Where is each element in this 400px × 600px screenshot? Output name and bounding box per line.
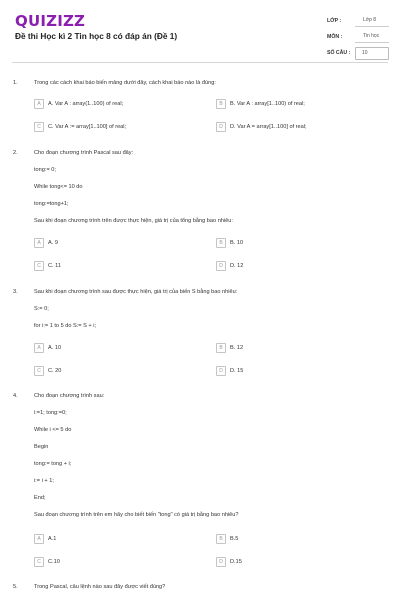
code-line: tong:= tong + i; <box>34 461 72 467</box>
option-text: C. 11 <box>48 263 61 269</box>
option-text: C. Var A := array[1..100] of real; <box>48 124 127 130</box>
code-line: tong:=tong+1; <box>34 201 69 207</box>
code-line: Begin <box>34 444 49 450</box>
option-letter: C <box>34 122 44 132</box>
option-letter: C <box>34 366 44 376</box>
option-text: D. 12 <box>230 263 244 269</box>
code-line: tong:= 0; <box>34 167 56 173</box>
code-line: End; <box>34 495 46 501</box>
option-text: D.15 <box>230 559 242 565</box>
option-text: B.5 <box>230 536 239 542</box>
option-text: A.1 <box>48 536 57 542</box>
meta-class-label: LỚP : <box>327 18 342 24</box>
option-text: B. 12 <box>230 345 244 351</box>
option-letter: C <box>34 557 44 567</box>
question-number: 3. <box>13 289 18 295</box>
option-letter: D <box>216 122 226 132</box>
question-text: Cho đoạn chương trình sau: <box>34 393 105 399</box>
option-letter: A <box>34 99 44 109</box>
meta-class-value: Lớp 8 <box>355 15 389 27</box>
option-letter: B <box>216 343 226 353</box>
option-letter: A <box>34 343 44 353</box>
option-letter: C <box>34 261 44 271</box>
option-letter: D <box>216 261 226 271</box>
option-letter: A <box>34 238 44 248</box>
option-letter: D <box>216 366 226 376</box>
meta-subject <box>327 29 389 45</box>
meta-class <box>327 13 389 29</box>
question-text: Trong Pascal, câu lệnh nào sau đây được viết đúng? <box>34 584 166 590</box>
option-letter: D <box>216 557 226 567</box>
meta-count-label: SỐ CÂU : <box>327 50 351 56</box>
option-letter: B <box>216 238 226 248</box>
option-text: C. 20 <box>48 368 62 374</box>
option-letter: B <box>216 99 226 109</box>
option-text: B. 10 <box>230 240 244 246</box>
option-text: C.10 <box>48 559 60 565</box>
code-line: While tong<= 10 do <box>34 184 83 190</box>
question-text: Sau khi đoạn chương trình sau được thực hiện, giá trị của biến S bằng bao nhiêu: <box>34 289 238 295</box>
meta-count <box>327 45 389 61</box>
question-text: Cho đoạn chương trình Pascal sau đây: <box>34 150 134 156</box>
question-text: Trong các cách khai báo biến mảng dưới đây, cách khai báo nào là đúng: <box>34 80 216 86</box>
code-line: for i:= 1 to 5 do S:= S + i; <box>34 323 97 329</box>
option-text: D. Var A = array[1..100] of real; <box>230 124 307 130</box>
option-text: A. 9 <box>48 240 58 246</box>
question-number: 5. <box>13 584 18 590</box>
option-letter: A <box>34 534 44 544</box>
quizizz-logo: QUIZIZZ <box>15 12 86 30</box>
question-number: 4. <box>13 393 18 399</box>
option-text: D. 15 <box>230 368 244 374</box>
option-text: A. Var A : array(1..100) of real; <box>48 101 124 107</box>
question-text: Sau đoạn chương trình trên em hãy cho biết biến "tong" có giá trị bằng bao nhiêu? <box>34 512 239 518</box>
quiz-meta <box>327 13 389 61</box>
question-text: Sau khi đoạn chương trình trên được thực hiện, giá trị của tổng bằng bao nhiêu: <box>34 218 233 224</box>
code-line: i:= i + 1; <box>34 478 54 484</box>
meta-subject-label: MÔN : <box>327 34 343 40</box>
meta-count-value: 10 <box>355 47 389 60</box>
quiz-title: Đề thi Học kì 2 Tin học 8 có đáp án (Đề 1) <box>15 31 178 41</box>
option-letter: B <box>216 534 226 544</box>
header-divider <box>12 62 388 63</box>
option-text: A. 10 <box>48 345 62 351</box>
meta-subject-value: Tin học <box>355 31 389 43</box>
question-number: 1. <box>13 80 18 86</box>
option-text: B. Var A : array[1..100) of real; <box>230 101 305 107</box>
question-number: 2. <box>13 150 18 156</box>
code-line: S:= 0; <box>34 306 49 312</box>
code-line: While i <= 5 do <box>34 427 72 433</box>
code-line: i:=1; tong:=0; <box>34 410 67 416</box>
